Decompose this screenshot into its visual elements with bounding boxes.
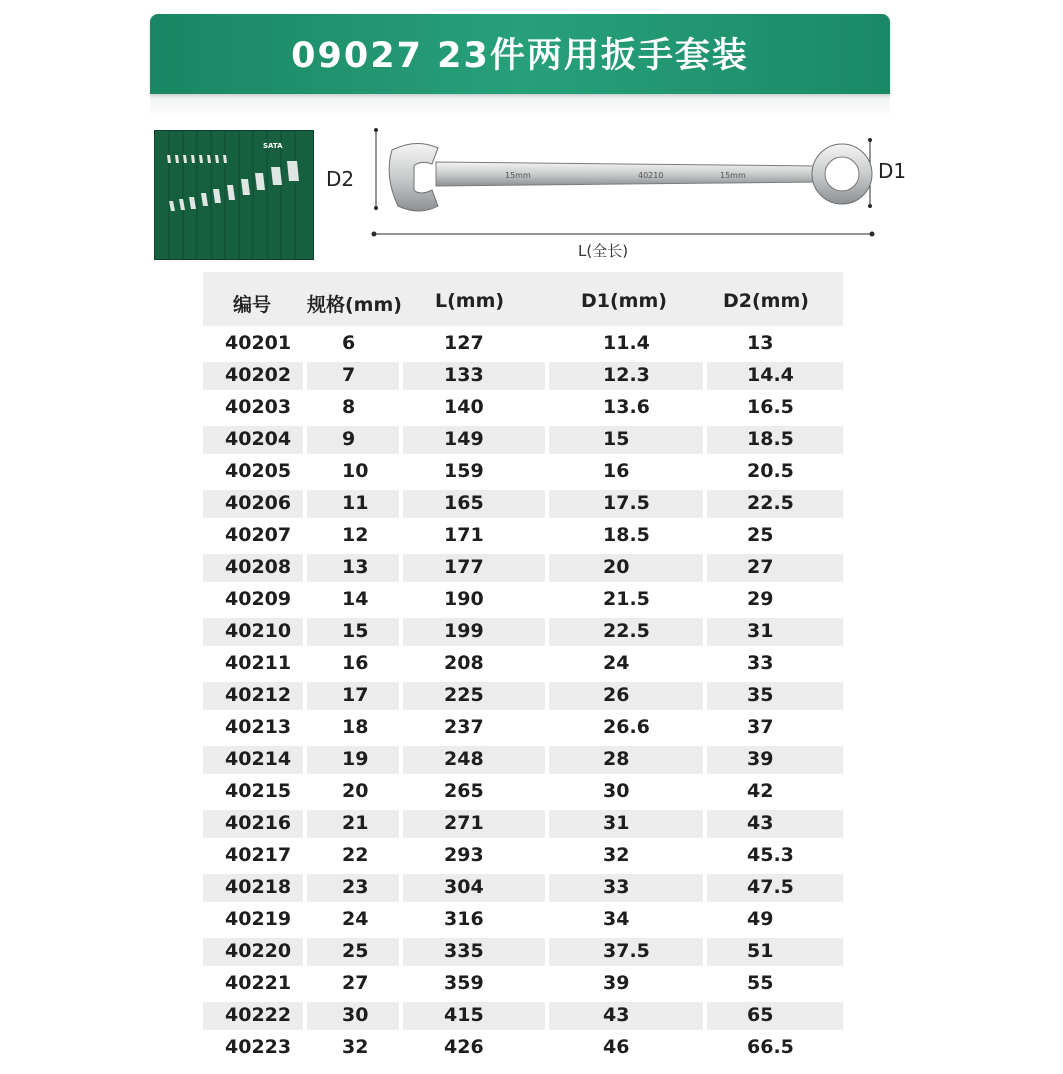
cell-code: 40217: [225, 844, 292, 866]
cell-code: 40222: [225, 1004, 292, 1026]
cell-d2: 43: [747, 812, 774, 834]
table-row: [203, 646, 843, 678]
cell-code: 40221: [225, 972, 292, 994]
cell-d2: 27: [747, 556, 774, 578]
cell-d2: 20.5: [747, 460, 794, 482]
cell-size: 24: [342, 908, 369, 930]
cell-length: 415: [444, 1004, 484, 1026]
cell-d1: 43: [603, 1004, 630, 1026]
cell-d1: 28: [603, 748, 630, 770]
cell-d2: 22.5: [747, 492, 794, 514]
header-code: 编号: [233, 294, 272, 316]
cell-code: 40210: [225, 620, 292, 642]
table-row: [203, 582, 843, 614]
cell-d1: 32: [603, 844, 630, 866]
table-row: [203, 1030, 843, 1062]
cell-d1: 13.6: [603, 396, 650, 418]
cell-d1: 46: [603, 1036, 630, 1058]
cell-size: 22: [342, 844, 369, 866]
cell-d1: 15: [603, 428, 630, 450]
engraving-left: 15mm: [505, 171, 531, 180]
cell-d2: 47.5: [747, 876, 794, 898]
cell-code: 40216: [225, 812, 292, 834]
cell-d1: 24: [603, 652, 630, 674]
row-stripe: [707, 682, 843, 710]
table-header: [203, 272, 843, 326]
table-row: [203, 806, 843, 838]
wrench-roll-image: [155, 131, 313, 259]
row-stripe: [707, 746, 843, 774]
cell-d1: 26.6: [603, 716, 650, 738]
cell-length: 140: [444, 396, 484, 418]
table-row: [203, 422, 843, 454]
cell-d2: 18.5: [747, 428, 794, 450]
length-label: L(全长): [578, 242, 629, 260]
cell-length: 159: [444, 460, 484, 482]
cell-code: 40218: [225, 876, 292, 898]
cell-code: 40202: [225, 364, 292, 386]
cell-d2: 66.5: [747, 1036, 794, 1058]
cell-code: 40204: [225, 428, 292, 450]
table-body: [203, 326, 843, 1062]
cell-d1: 33: [603, 876, 630, 898]
cell-d1: 37.5: [603, 940, 650, 962]
table-row: [203, 902, 843, 934]
cell-d1: 31: [603, 812, 630, 834]
row-stripe: [707, 1002, 843, 1030]
cell-size: 23: [342, 876, 369, 898]
cell-d2: 55: [747, 972, 774, 994]
cell-code: 40208: [225, 556, 292, 578]
cell-d1: 34: [603, 908, 630, 930]
cell-code: 40215: [225, 780, 292, 802]
cell-code: 40205: [225, 460, 292, 482]
cell-length: 133: [444, 364, 484, 386]
cell-d2: 16.5: [747, 396, 794, 418]
cell-length: 199: [444, 620, 484, 642]
table-row: [203, 774, 843, 806]
cell-size: 18: [342, 716, 369, 738]
cell-code: 40213: [225, 716, 292, 738]
cell-d2: 14.4: [747, 364, 794, 386]
cell-d2: 49: [747, 908, 774, 930]
engraving-model: 40210: [638, 171, 664, 180]
cell-d2: 31: [747, 620, 774, 642]
cell-d1: 30: [603, 780, 630, 802]
cell-size: 11: [342, 492, 369, 514]
table-row: [203, 614, 843, 646]
cell-length: 271: [444, 812, 484, 834]
cell-size: 27: [342, 972, 369, 994]
d1-label: D1: [878, 159, 907, 183]
cell-size: 6: [342, 332, 356, 354]
table-row: [203, 518, 843, 550]
cell-length: 127: [444, 332, 484, 354]
cell-size: 25: [342, 940, 369, 962]
header-size: 规格(mm): [307, 294, 402, 316]
cell-d2: 33: [747, 652, 774, 674]
cell-length: 190: [444, 588, 484, 610]
cell-size: 19: [342, 748, 369, 770]
wrench-dimension-diagram: [320, 120, 920, 270]
cell-code: 40209: [225, 588, 292, 610]
cell-size: 21: [342, 812, 369, 834]
engraving-right: 15mm: [720, 171, 746, 180]
cell-length: 171: [444, 524, 484, 546]
table-row: [203, 998, 843, 1030]
table-row: [203, 486, 843, 518]
cell-code: 40211: [225, 652, 292, 674]
cell-code: 40223: [225, 1036, 292, 1058]
cell-size: 16: [342, 652, 369, 674]
cell-code: 40201: [225, 332, 292, 354]
table-row: [203, 710, 843, 742]
cell-length: 304: [444, 876, 484, 898]
cell-length: 359: [444, 972, 484, 994]
table-row: [203, 870, 843, 902]
cell-d2: 42: [747, 780, 774, 802]
cell-d1: 18.5: [603, 524, 650, 546]
header-d1: D1(mm): [581, 290, 667, 312]
table-row: [203, 838, 843, 870]
cell-d2: 29: [747, 588, 774, 610]
cell-code: 40214: [225, 748, 292, 770]
cell-d1: 22.5: [603, 620, 650, 642]
cell-length: 293: [444, 844, 484, 866]
cell-d2: 13: [747, 332, 774, 354]
cell-size: 20: [342, 780, 369, 802]
cell-size: 15: [342, 620, 369, 642]
cell-d2: 39: [747, 748, 774, 770]
cell-d1: 12.3: [603, 364, 650, 386]
cell-length: 237: [444, 716, 484, 738]
cell-length: 335: [444, 940, 484, 962]
cell-size: 32: [342, 1036, 369, 1058]
header-length: L(mm): [435, 290, 505, 312]
brand-logo: SATA: [263, 142, 283, 150]
cell-size: 30: [342, 1004, 369, 1026]
table-row: [203, 390, 843, 422]
cell-d1: 11.4: [603, 332, 650, 354]
row-stripe: [707, 810, 843, 838]
table-row: [203, 742, 843, 774]
cell-d2: 51: [747, 940, 774, 962]
cell-d2: 45.3: [747, 844, 794, 866]
d2-label: D2: [326, 167, 355, 191]
cell-length: 208: [444, 652, 484, 674]
cell-length: 316: [444, 908, 484, 930]
table-row: [203, 326, 843, 358]
cell-size: 14: [342, 588, 369, 610]
cell-length: 248: [444, 748, 484, 770]
spec-table: [203, 272, 843, 1062]
title-banner: [150, 14, 890, 118]
table-row: [203, 358, 843, 390]
row-stripe: [707, 618, 843, 646]
header-d2: D2(mm): [723, 290, 809, 312]
table-row: [203, 934, 843, 966]
row-stripe: [707, 938, 843, 966]
cell-d1: 26: [603, 684, 630, 706]
cell-d2: 35: [747, 684, 774, 706]
table-row: [203, 454, 843, 486]
cell-code: 40203: [225, 396, 292, 418]
product-photo: [154, 130, 314, 260]
cell-d1: 21.5: [603, 588, 650, 610]
table-row: [203, 966, 843, 998]
cell-d1: 17.5: [603, 492, 650, 514]
wrench-shank: [436, 162, 820, 186]
cell-d2: 25: [747, 524, 774, 546]
cell-length: 165: [444, 492, 484, 514]
cell-d2: 65: [747, 1004, 774, 1026]
cell-code: 40212: [225, 684, 292, 706]
cell-d2: 37: [747, 716, 774, 738]
cell-size: 13: [342, 556, 369, 578]
table-row: [203, 550, 843, 582]
cell-size: 8: [342, 396, 356, 418]
cell-size: 7: [342, 364, 356, 386]
cell-size: 12: [342, 524, 369, 546]
cell-size: 9: [342, 428, 356, 450]
cell-d1: 20: [603, 556, 630, 578]
cell-d1: 39: [603, 972, 630, 994]
cell-size: 17: [342, 684, 369, 706]
cell-length: 426: [444, 1036, 484, 1058]
cell-code: 40219: [225, 908, 292, 930]
cell-length: 177: [444, 556, 484, 578]
cell-size: 10: [342, 460, 369, 482]
cell-d1: 16: [603, 460, 630, 482]
row-stripe: [707, 554, 843, 582]
cell-length: 265: [444, 780, 484, 802]
page-title: 09027 23件两用扳手套装: [291, 36, 749, 76]
table-row: [203, 678, 843, 710]
cell-code: 40207: [225, 524, 292, 546]
cell-code: 40206: [225, 492, 292, 514]
cell-length: 225: [444, 684, 484, 706]
cell-code: 40220: [225, 940, 292, 962]
open-end: [389, 143, 438, 211]
cell-length: 149: [444, 428, 484, 450]
